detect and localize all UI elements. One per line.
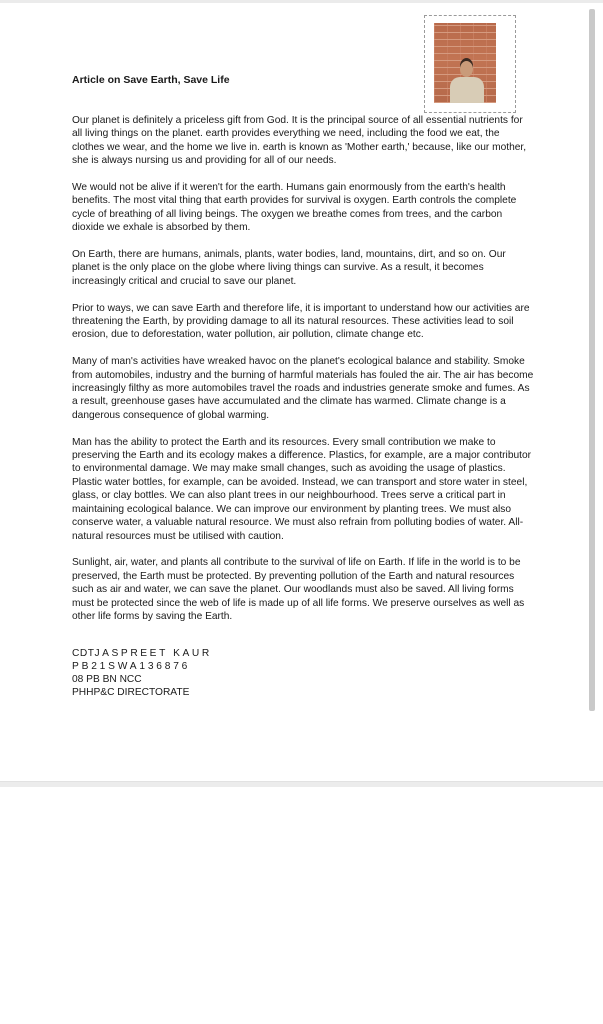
person-body (450, 77, 484, 103)
signature-rank: CDT (72, 648, 95, 659)
scrollbar-thumb[interactable] (589, 9, 595, 711)
paragraph-3: On Earth, there are humans, animals, plants, water bodies, land, mountains, dirt, and so on. Our planet is the only place on the globe where living things can survive. As a result, it becomes increasingly critical and crucial to save our planet. (72, 249, 506, 287)
paragraph-1: Our planet is definitely a priceless gift from God. It is the principal source of all essential nutrients for all living things on the planet. earth provides everything we need, including the food we eat, the clothes we wear, and the home we live in. earth is known as 'Mother earth,' because, like our mother, she is always nursing us and providing for all of our needs. (72, 115, 527, 167)
page-bottom-divider (0, 781, 603, 787)
signature-unit: 08 PB BN NCC (72, 674, 142, 685)
signature-name: JASPREET KAUR (94, 648, 212, 659)
signature-name-line (72, 647, 212, 660)
signature-reg-no: PB21SWA136876 (72, 661, 191, 672)
article-title: Article on Save Earth, Save Life (72, 74, 230, 86)
document-page (0, 3, 603, 779)
paragraph-5: Many of man's activities have wreaked havoc on the planet's ecological balance and stability. Smoke from automobiles, industry and the burning of harmful materials has fouled the air. The air has become increasingly filthy as more automobiles travel the roads and industries generate smoke and fumes. As a result, greenhouse gases have accumulated and the climate has warmed. Climate change is a dangerous consequence of global warming. (72, 356, 534, 421)
paragraph-4: Prior to ways, we can save Earth and therefore life, it is important to understand how our activities are threatening the Earth, by providing damage to all its natural resources. These activities lead to soil erosion, due to deforestation, water pollution, air pollution, climate change etc. (72, 302, 530, 341)
author-photo-icon (434, 23, 496, 103)
article-body (72, 114, 534, 637)
paragraph-2: We would not be alive if it weren't for the earth. Humans gain enormously from the earth's health benefits. The most vital thing that earth provides for survival is oxygen. Earth controls the complete cycle of breathing of all living beings. The oxygen we breathe comes from trees, and the carbon dioxide we exhale is absorbed by them. (72, 182, 517, 234)
person-head (460, 61, 473, 77)
photo-frame (424, 15, 516, 113)
vertical-scrollbar[interactable] (586, 9, 597, 711)
paragraph-6: Man has the ability to protect the Earth and its resources. Every small contribution we make to preserving the Earth and its ecology makes a difference. Plastics, for example, are a major contributor to environmental damage. We may make small changes, such as avoiding the usage of plastics. Plastic water bottles, for example, can be avoided. Instead, we can transport and store water in steel, glass, or clay bottles. We can also plant trees in our neighbourhood. Trees serve a critical part in maintaining ecological balance. We can improve our environment by planting trees. We must also conserve water, a valuable natural resource. We must also refrain from polluting bodies of water. All-natural resources must be utilised with caution. (72, 436, 532, 542)
paragraph-7: Sunlight, air, water, and plants all contribute to the survival of life on Earth. If life in the world is to be preserved, the Earth must be protected. By preventing pollution of the Earth and natural resources such as air and water, we can save the planet. Our woodlands must also be saved. All living forms must be protected since the web of life is made up of all life forms. We preserve ourselves as well as other life forms by saving the Earth. (72, 557, 525, 622)
signature-block (72, 647, 212, 699)
signature-directorate: PHHP&C DIRECTORATE (72, 687, 190, 698)
